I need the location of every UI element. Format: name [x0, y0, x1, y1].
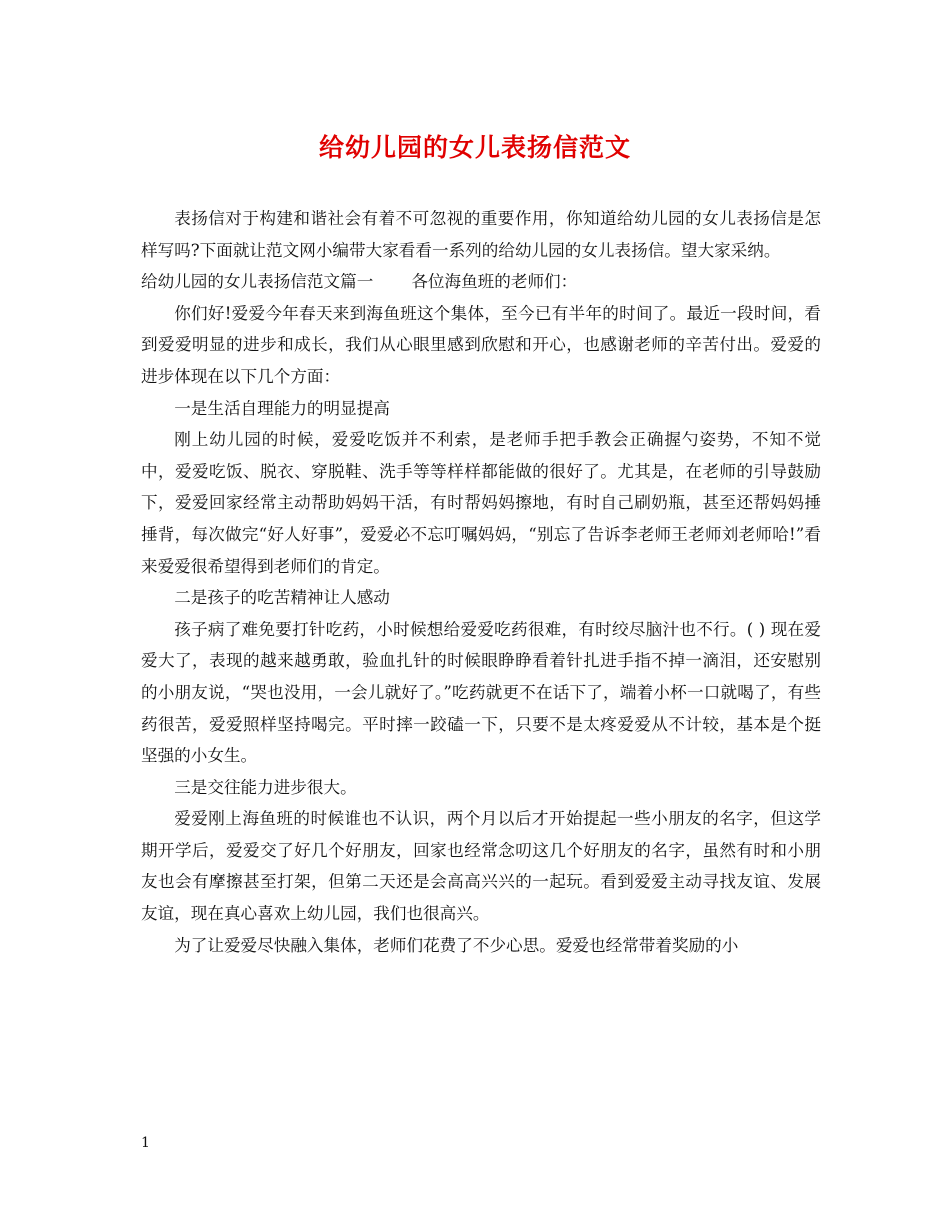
- paragraph-3: 刚上幼儿园的时候，爱爱吃饭并不利索，是老师手把手教会正确握勺姿势，不知不觉中，爱爱吃饭、脱衣、穿脱鞋、洗手等等样样都能做的很好了。尤其是，在老师的引导鼓励下，爱爱回家经常主动帮助妈妈干活，有时帮妈妈擦地，有时自己刷奶瓶，甚至还帮妈妈捶捶背，每次做完“好人好事”，爱爱必不忘叮嘱妈妈，“别忘了告诉李老师王老师刘老师哈!”看来爱爱很希望得到老师们的肯定。: [141, 430, 821, 576]
- paragraph-4: 二是孩子的吃苦精神让人感动: [174, 588, 390, 608]
- paragraph-6: 三是交往能力进步很大。: [174, 777, 357, 797]
- paragraph-8: 为了让爱爱尽快融入集体，老师们花费了不少心思。爱爱也经常带着奖励的小: [174, 935, 739, 955]
- paragraph-2: 一是生活自理能力的明显提高: [174, 398, 390, 418]
- paragraph-5: 孩子病了难免要打针吃药，小时候想给爱爱吃药很难，有时绞尽脑汁也不行。( ) 现在爱爱大了，表现的越来越勇敢，验血扎针的时候眼睁睁看着针扎进手指不掉一滴泪，还安慰别的小朋友说，“哭也没用，一会儿就好了。”吃药就更不在话下了，端着小杯一口就喝了，有些药很苦，爱爱照样坚持喝完。平时摔一跤磕一下，只要不是太疼爱爱从不计较，基本是个挺坚强的小女生。: [141, 619, 821, 766]
- document-body: [141, 203, 821, 961]
- document-title: 给幼儿园的女儿表扬信范文: [318, 133, 631, 162]
- section-heading: 给幼儿园的女儿表扬信范文篇一: [141, 272, 374, 292]
- section-heading-line: [141, 266, 821, 298]
- intro-paragraph: 表扬信对于构建和谐社会有着不可忽视的重要作用，你知道给幼儿园的女儿表扬信是怎样写吗?下面就让范文网小编带大家看看一系列的给幼儿园的女儿表扬信。望大家采纳。: [141, 209, 821, 260]
- salutation: 各位海鱼班的老师们：: [411, 272, 578, 292]
- paragraph-7: 爱爱刚上海鱼班的时候谁也不认识，两个月以后才开始提起一些小朋友的名字，但这学期开学后，爱爱交了好几个好朋友，回家也经常念叨这几个好朋友的名字，虽然有时和小朋友也会有摩擦甚至打架，但第二天还是会高高兴兴的一起玩。看到爱爱主动寻找友谊、发展友谊，现在真心喜欢上幼儿园，我们也很高兴。: [141, 809, 821, 924]
- paragraph-1: 你们好!爱爱今年春天来到海鱼班这个集体，至今已有半年的时间了。最近一段时间，看到爱爱明显的进步和成长，我们从心眼里感到欣慰和开心，也感谢老师的辛苦付出。爱爱的进步体现在以下几个方面：: [141, 303, 821, 386]
- page-number: 1: [141, 1135, 150, 1151]
